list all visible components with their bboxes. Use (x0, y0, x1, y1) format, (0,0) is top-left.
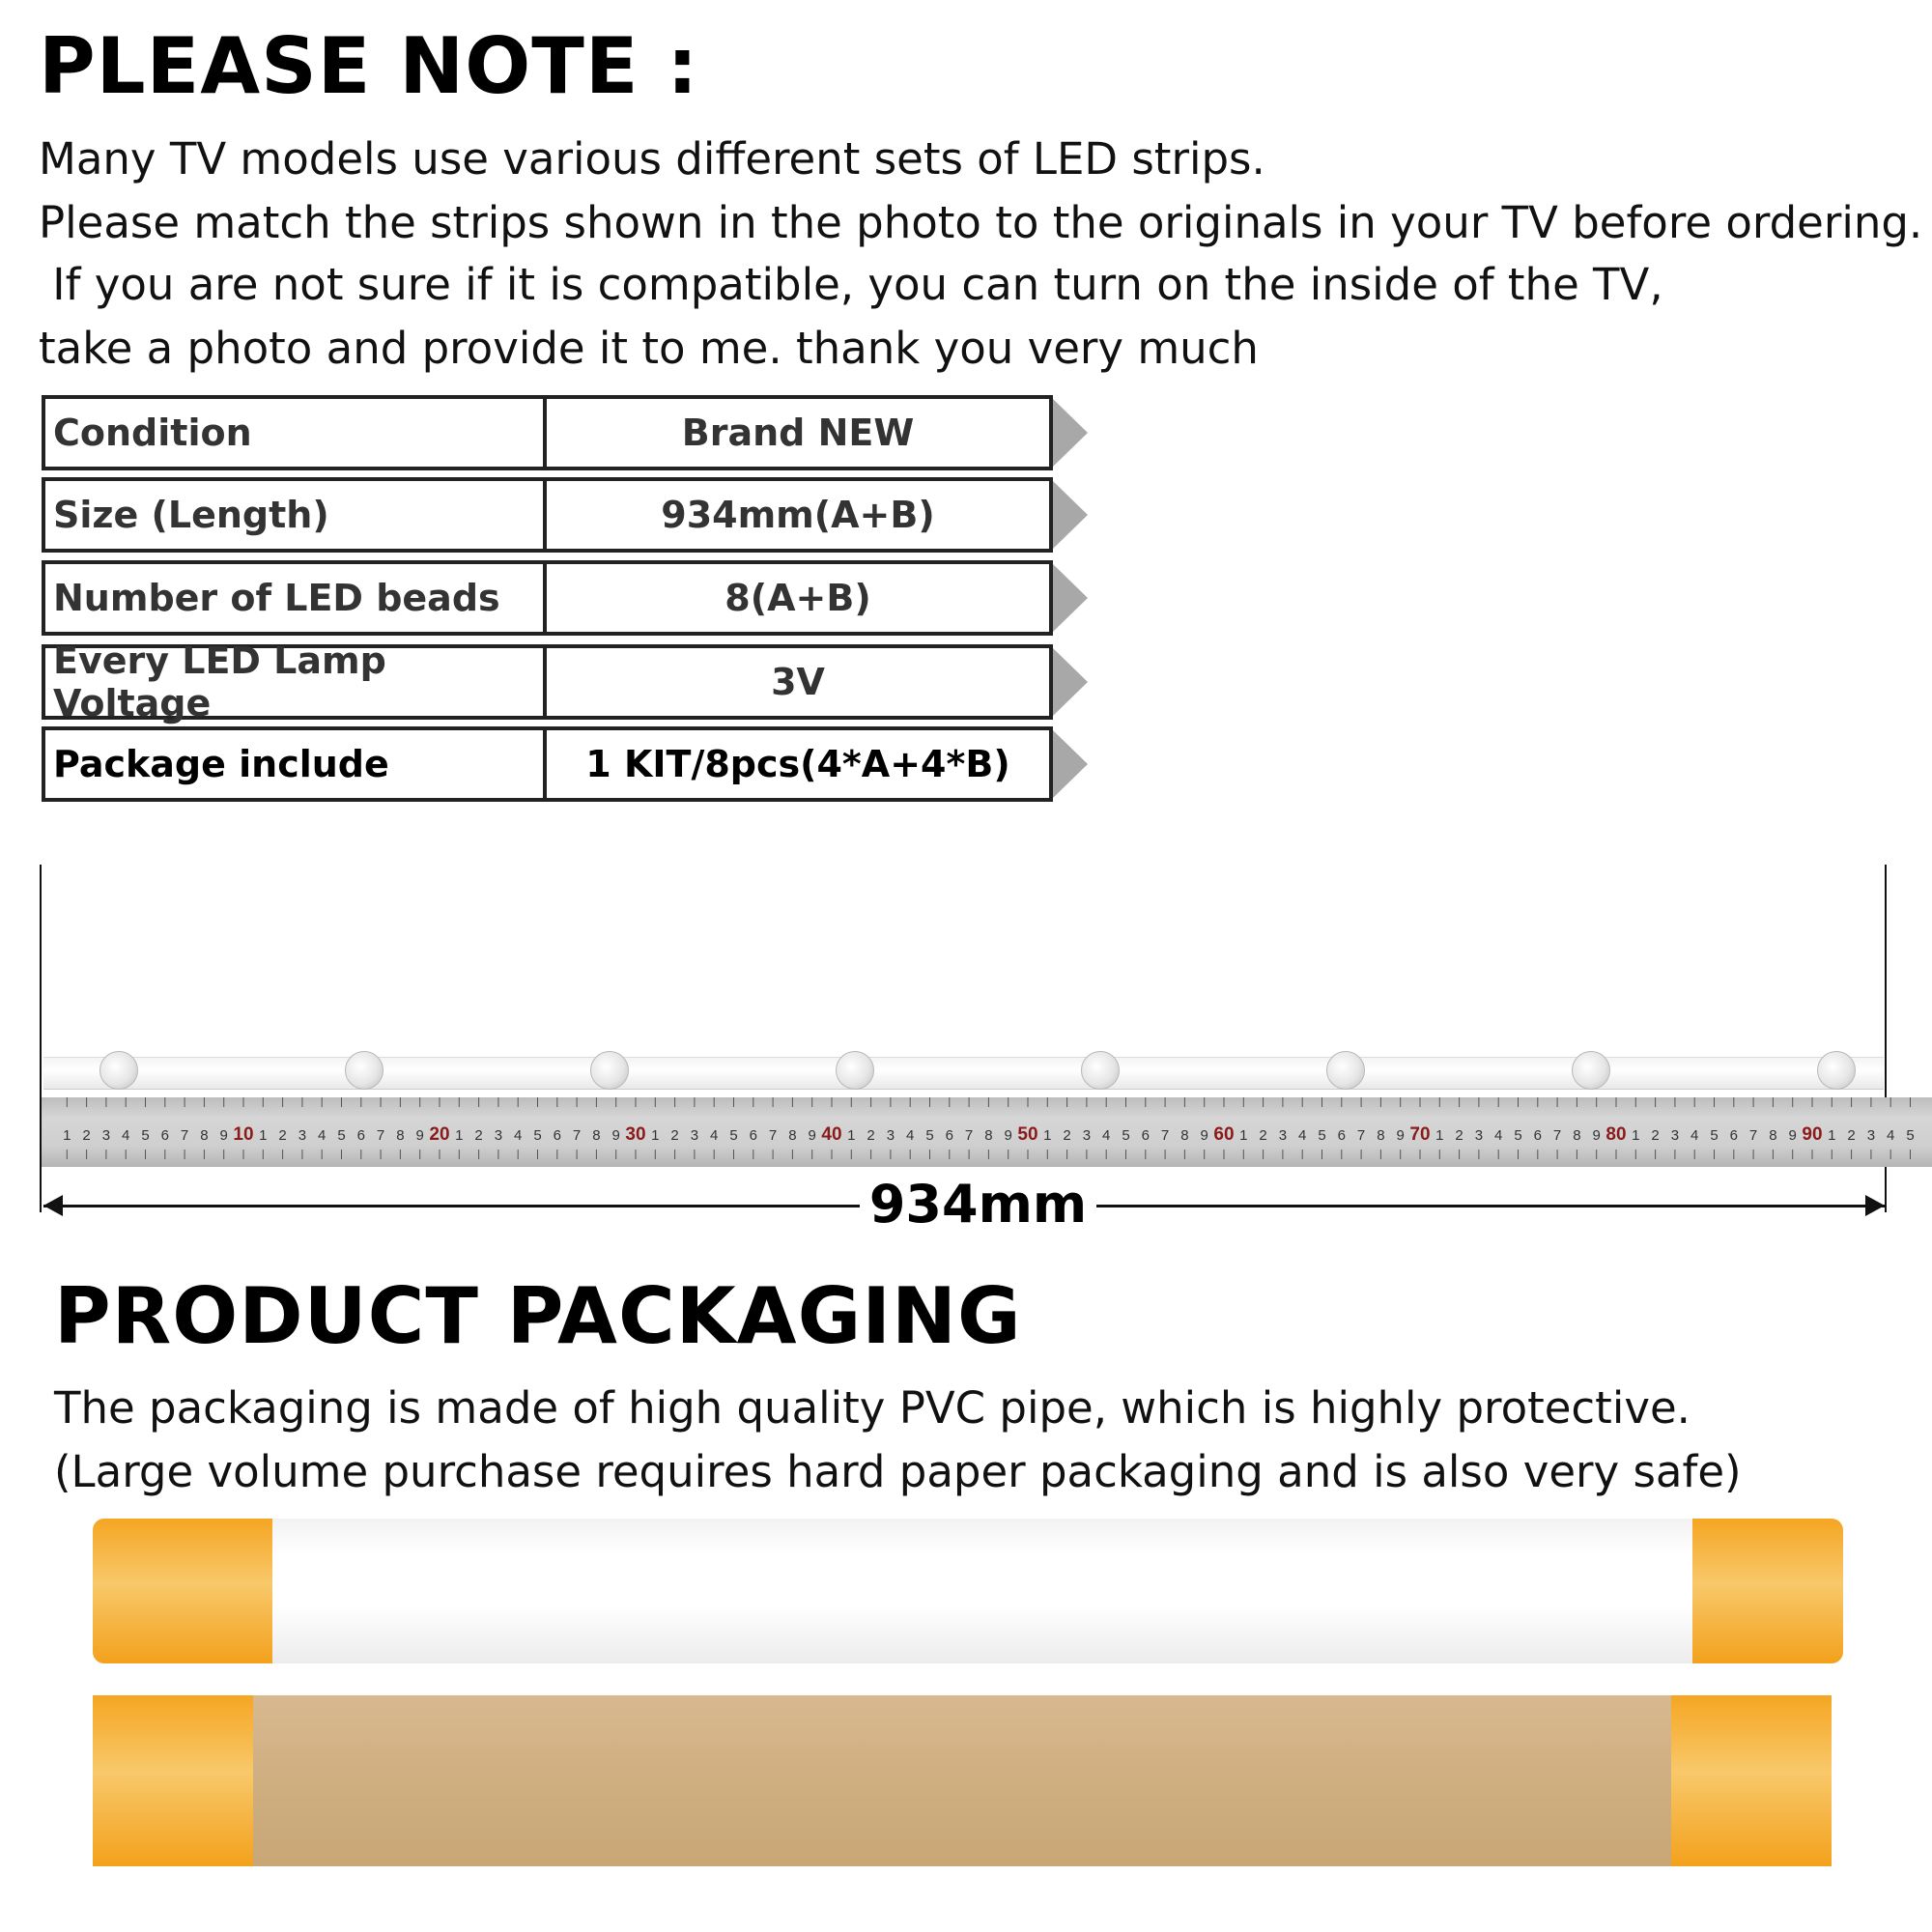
box-tape-right (1671, 1695, 1832, 1866)
ruler-minor-label: 9 (808, 1127, 816, 1144)
ruler-minor-label: 7 (964, 1127, 974, 1144)
ruler-minor-label: 1 (63, 1127, 71, 1144)
ruler-minor-label: 9 (1200, 1127, 1208, 1144)
ruler-major-label: 80 (1605, 1124, 1627, 1145)
ruler-minor-label: 9 (611, 1127, 620, 1144)
ruler-minor-label: 8 (396, 1127, 405, 1144)
ruler-minor-label: 8 (1180, 1127, 1189, 1144)
ruler-minor-label: 7 (1748, 1127, 1758, 1144)
ruler-minor-label: 4 (906, 1127, 915, 1144)
ruler-minor-label: 2 (82, 1127, 91, 1144)
ruler-minor-label: 5 (1318, 1127, 1326, 1144)
arrow-icon (1053, 399, 1088, 467)
spec-value: 8(A+B) (543, 560, 1053, 636)
ruler-minor-label: 8 (1769, 1127, 1777, 1144)
ruler-minor-label: 1 (259, 1127, 268, 1144)
ruler-minor-label: 1 (1043, 1127, 1052, 1144)
ruler-minor-label: 2 (1651, 1127, 1660, 1144)
ruler-minor-label: 2 (474, 1127, 483, 1144)
ruler-minor-label: 1 (1435, 1127, 1444, 1144)
spec-label: Every LED Lamp Voltage (42, 644, 547, 720)
ruler-minor-label: 3 (494, 1127, 503, 1144)
pvc-tube-image (93, 1519, 1843, 1663)
ruler-minor-label: 2 (1847, 1127, 1856, 1144)
arrow-right-icon (1865, 1195, 1885, 1216)
ruler-minor-label: 5 (1906, 1127, 1915, 1144)
spec-value: 934mm(A+B) (543, 477, 1053, 553)
arrow-icon (1053, 730, 1088, 798)
ruler-minor-label: 7 (768, 1127, 778, 1144)
note-line-1: Many TV models use various different sets of LED strips. (39, 133, 1265, 185)
packaging-title: PRODUCT PACKAGING (54, 1271, 1022, 1361)
led-bead (1572, 1051, 1610, 1090)
led-bead (1081, 1051, 1120, 1090)
ruler-minor-label: 7 (1356, 1127, 1366, 1144)
ruler-minor-label: 4 (710, 1127, 719, 1144)
ruler-minor-label: 5 (337, 1127, 346, 1144)
arrow-icon (1053, 481, 1088, 549)
ruler-minor-label: 7 (572, 1127, 582, 1144)
ruler-minor-label: 5 (1122, 1127, 1130, 1144)
ruler-minor-label: 6 (1729, 1127, 1738, 1144)
ruler-minor-label: 3 (1278, 1127, 1288, 1144)
ruler-minor-label: 6 (553, 1127, 561, 1144)
ruler-minor-label: 3 (101, 1127, 111, 1144)
spec-row-condition (42, 395, 1053, 470)
ruler-minor-label: 3 (1082, 1127, 1092, 1144)
ruler-minor-label: 5 (729, 1127, 738, 1144)
ruler-minor-label: 5 (141, 1127, 150, 1144)
ruler-minor-label: 8 (1573, 1127, 1581, 1144)
spec-row-voltage (42, 639, 1053, 724)
ruler-minor-label: 4 (1102, 1127, 1111, 1144)
arrow-icon (1053, 648, 1088, 716)
ruler-minor-label: 3 (1866, 1127, 1876, 1144)
cardboard-box-image (93, 1695, 1832, 1866)
led-bead (836, 1051, 874, 1090)
ruler-minor-label: 3 (690, 1127, 699, 1144)
ruler-minor-label: 8 (592, 1127, 601, 1144)
ruler-minor-label: 4 (122, 1127, 130, 1144)
ruler-minor-label: 6 (1337, 1127, 1346, 1144)
ruler-minor-label: 5 (533, 1127, 542, 1144)
spec-label: Condition (42, 395, 547, 470)
spec-label: Size (Length) (42, 477, 547, 553)
ruler-minor-label: 3 (298, 1127, 307, 1144)
ruler-minor-label: 2 (1259, 1127, 1267, 1144)
ruler-minor-label: 1 (1239, 1127, 1248, 1144)
arrow-icon (1053, 564, 1088, 632)
ruler-minor-label: 6 (356, 1127, 365, 1144)
spec-row-size (42, 477, 1053, 553)
arrow-left-icon (43, 1195, 63, 1216)
ruler-minor-label: 9 (1592, 1127, 1601, 1144)
led-bead (590, 1051, 629, 1090)
ruler-minor-label: 5 (1710, 1127, 1719, 1144)
ruler-major-label: 70 (1409, 1124, 1431, 1145)
ruler-minor-label: 1 (651, 1127, 660, 1144)
led-bead (1326, 1051, 1365, 1090)
ruler-minor-label: 4 (1690, 1127, 1699, 1144)
led-strip (43, 1057, 1884, 1090)
ruler-minor-label: 3 (1474, 1127, 1484, 1144)
ruler (42, 1097, 1932, 1167)
packaging-line-1: The packaging is made of high quality PVC pipe, which is highly protective. (54, 1382, 1690, 1434)
ruler-minor-label: 1 (1632, 1127, 1640, 1144)
ruler-major-label: 50 (1017, 1124, 1038, 1145)
ruler-minor-label: 5 (1514, 1127, 1522, 1144)
spec-row-led-beads (42, 560, 1053, 636)
ruler-major-label: 60 (1213, 1124, 1235, 1145)
ruler-minor-label: 9 (219, 1127, 228, 1144)
spec-value: 1 KIT/8pcs(4*A+4*B) (543, 726, 1053, 802)
ruler-minor-label: 9 (1788, 1127, 1797, 1144)
ruler-minor-label: 7 (180, 1127, 189, 1144)
box-tape-left (93, 1695, 253, 1866)
led-bead (1817, 1051, 1856, 1090)
packaging-line-2: (Large volume purchase requires hard paper packaging and is also very safe) (54, 1446, 1742, 1497)
ruler-minor-label: 7 (1160, 1127, 1170, 1144)
ruler-minor-label: 6 (749, 1127, 757, 1144)
ruler-minor-label: 1 (455, 1127, 464, 1144)
ruler-minor-label: 2 (1455, 1127, 1463, 1144)
ruler-minor-label: 4 (514, 1127, 523, 1144)
ruler-minor-label: 5 (925, 1127, 934, 1144)
spec-label: Number of LED beads (42, 560, 547, 636)
ruler-major-label: 30 (625, 1124, 646, 1145)
ruler-minor-label: 9 (1396, 1127, 1405, 1144)
ruler-minor-label: 8 (200, 1127, 209, 1144)
led-bead (345, 1051, 384, 1090)
ruler-major-label: 90 (1802, 1124, 1823, 1145)
ruler-minor-label: 4 (1887, 1127, 1895, 1144)
ruler-minor-label: 8 (1377, 1127, 1385, 1144)
ruler-minor-label: 6 (1141, 1127, 1150, 1144)
ruler-major-label: 10 (233, 1124, 254, 1145)
spec-label: Package include (42, 726, 547, 802)
note-line-4: take a photo and provide it to me. thank you very much (39, 323, 1259, 374)
ruler-minor-label: 9 (1004, 1127, 1012, 1144)
ruler-minor-label: 8 (984, 1127, 993, 1144)
tube-tape-left (93, 1519, 272, 1663)
ruler-minor-label: 7 (376, 1127, 385, 1144)
ruler-minor-label: 6 (1533, 1127, 1542, 1144)
ruler-minor-label: 4 (1298, 1127, 1307, 1144)
ruler-minor-label: 4 (318, 1127, 327, 1144)
ruler-minor-label: 7 (1552, 1127, 1562, 1144)
tube-tape-right (1692, 1519, 1843, 1663)
ruler-minor-label: 3 (1670, 1127, 1680, 1144)
ruler-minor-label: 6 (945, 1127, 953, 1144)
ruler-minor-label: 6 (160, 1127, 169, 1144)
spec-row-package (42, 726, 1053, 802)
ruler-minor-label: 8 (788, 1127, 797, 1144)
led-bead (99, 1051, 138, 1090)
ruler-minor-label: 4 (1494, 1127, 1503, 1144)
ruler-minor-label: 2 (670, 1127, 679, 1144)
ruler-minor-label: 2 (867, 1127, 875, 1144)
note-title: PLEASE NOTE : (39, 21, 699, 111)
ruler-minor-label: 3 (886, 1127, 895, 1144)
ruler-ticks (42, 1097, 1932, 1167)
spec-value: Brand NEW (543, 395, 1053, 470)
ruler-minor-label: 2 (1063, 1127, 1071, 1144)
ruler-minor-label: 1 (847, 1127, 856, 1144)
spec-value: 3V (543, 644, 1053, 720)
note-line-2: Please match the strips shown in the photo to the originals in your TV before ordering. (39, 197, 1923, 248)
ruler-minor-label: 2 (278, 1127, 287, 1144)
ruler-minor-label: 9 (415, 1127, 424, 1144)
ruler-major-label: 20 (429, 1124, 450, 1145)
dimension-label: 934mm (860, 1174, 1096, 1235)
note-line-3: If you are not sure if it is compatible, you can turn on the inside of the TV, (39, 259, 1663, 310)
ruler-minor-label: 1 (1828, 1127, 1836, 1144)
ruler-major-label: 40 (821, 1124, 842, 1145)
